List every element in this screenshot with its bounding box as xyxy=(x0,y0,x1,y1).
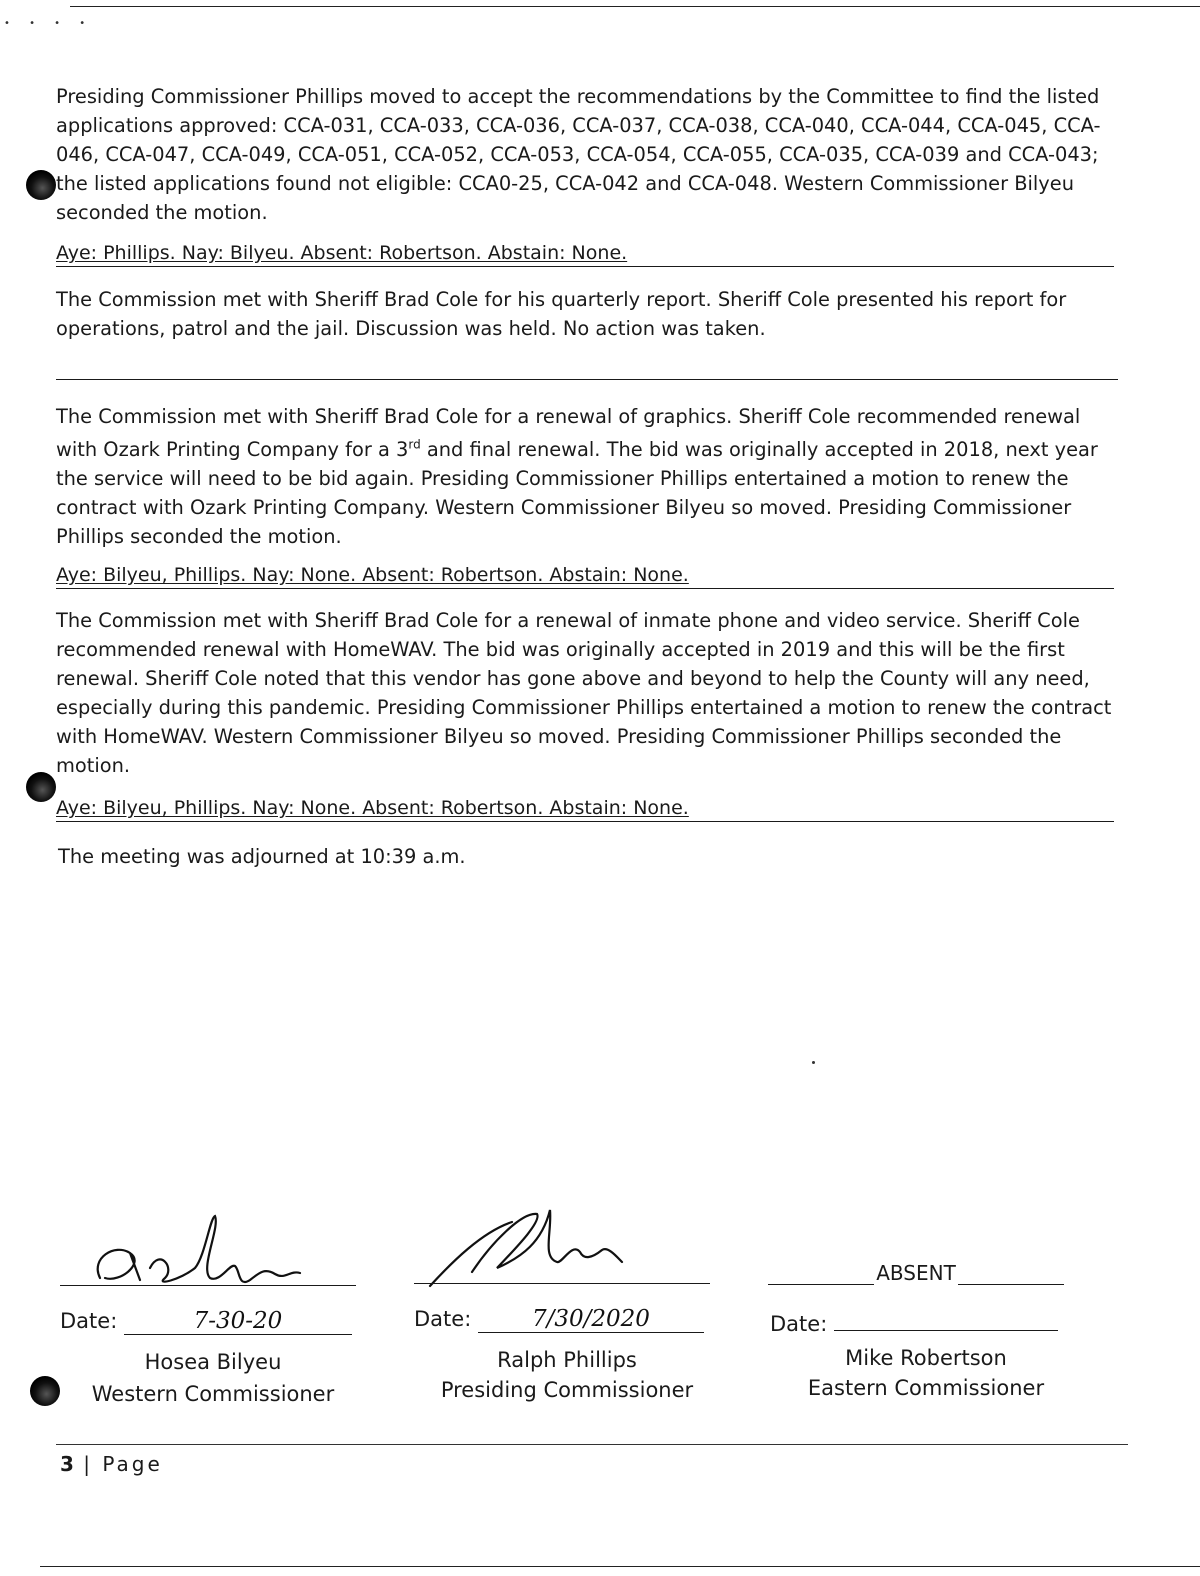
absent-signature-line xyxy=(768,1262,1064,1285)
vote-text: Aye: Phillips. Nay: Bilyeu. Absent: Robertson. Abstain: None. xyxy=(56,242,628,264)
vote-record-applications xyxy=(56,240,1114,267)
signer-role: Western Commissioner xyxy=(91,1382,335,1406)
bottom-border-line xyxy=(40,1566,1200,1567)
signature-ralph-phillips xyxy=(412,1202,712,1292)
paragraph-graphics-renewal: The Commission met with Sheriff Brad Cole for a renewal of graphics. Sheriff Cole recommended renewal with Ozark Printing Company for a 3rd and final renewal. The bid was originally accepted in 2018, next year the service will need to be bid again. Presiding Commissioner Phillips entertained a motion to renew the contract with Ozark Printing Company. Western Commissioner Bilyeu so moved. Presiding Commissioner Phillips seconded the motion. xyxy=(56,405,1098,549)
date-value: 7/30/2020 xyxy=(478,1306,704,1333)
paragraph-phone-video-renewal: The Commission met with Sheriff Brad Cole for a renewal of inmate phone and video service. Sheriff Cole recommended renewal with HomeWAV. The bid was originally accepted in 2019 and this will be the first renewal. Sheriff Cole noted that this vendor has gone above and beyond to help the County will any need, especially during this pandemic. Presiding Commissioner Phillips entertained a motion to renew the contract with HomeWAV. Western Commissioner Bilyeu so moved. Presiding Commissioner Phillips seconded the motion. xyxy=(56,609,1112,777)
scan-speck xyxy=(812,1061,815,1064)
date-value: 7-30-20 xyxy=(124,1308,352,1335)
date-row-phillips: Date: 7/30/2020 xyxy=(414,1306,704,1333)
signer-name: Ralph Phillips xyxy=(497,1348,637,1372)
signer-role: Presiding Commissioner xyxy=(440,1378,694,1402)
punch-hole xyxy=(26,170,56,200)
paragraph-applications-motion: Presiding Commissioner Phillips moved to accept the recommendations by the Committee to find the listed applications approved: CCA-031, CCA-033, CCA-036, CCA-037, CCA-038, CCA-040, CCA-044, CCA-045, CCA-046, CCA-047, CCA-049, CCA-051, CCA-052, CCA-053, CCA-054, CCA-055, CCA-035, CCA-039 and CCA-043; the listed applications found not eligible: CCA0-25, CCA-042 and CCA-048. Western Commissioner Bilyeu seconded the motion. xyxy=(56,85,1101,224)
footer-rule xyxy=(56,1444,1128,1445)
paragraph-quarterly-report: The Commission met with Sheriff Brad Cole for his quarterly report. Sheriff Cole presented his report for operations, patrol and the jail. Discussion was held. No action was taken. xyxy=(56,288,1067,340)
date-value xyxy=(834,1306,1058,1331)
page-number: 3 | Page xyxy=(60,1452,163,1476)
punch-hole xyxy=(30,1376,60,1406)
top-border-line xyxy=(70,6,1200,7)
signature-hosea-bilyeu xyxy=(60,1208,360,1292)
vote-text: Aye: Bilyeu, Phillips. Nay: None. Absent: Robertson. Abstain: None. xyxy=(56,564,689,586)
vote-text: Aye: Bilyeu, Phillips. Nay: None. Absent: Robertson. Abstain: None. xyxy=(56,797,689,819)
signer-role: Eastern Commissioner xyxy=(807,1376,1045,1400)
signer-name: Mike Robertson xyxy=(845,1346,1007,1370)
vote-record-phone-video xyxy=(56,795,1114,822)
signature-line xyxy=(60,1285,356,1286)
separator-line xyxy=(56,379,1118,380)
vote-record-graphics xyxy=(56,562,1114,589)
signer-name: Hosea Bilyeu xyxy=(144,1350,282,1374)
date-row-bilyeu: Date: 7-30-20 xyxy=(60,1308,352,1335)
signature-line xyxy=(414,1283,710,1284)
scan-specks: • • • • xyxy=(4,18,94,29)
punch-hole xyxy=(26,772,56,802)
absent-text: ABSENT xyxy=(876,1261,956,1285)
adjournment-note: The meeting was adjourned at 10:39 a.m. xyxy=(58,845,466,868)
date-row-robertson: Date: xyxy=(770,1306,1058,1336)
